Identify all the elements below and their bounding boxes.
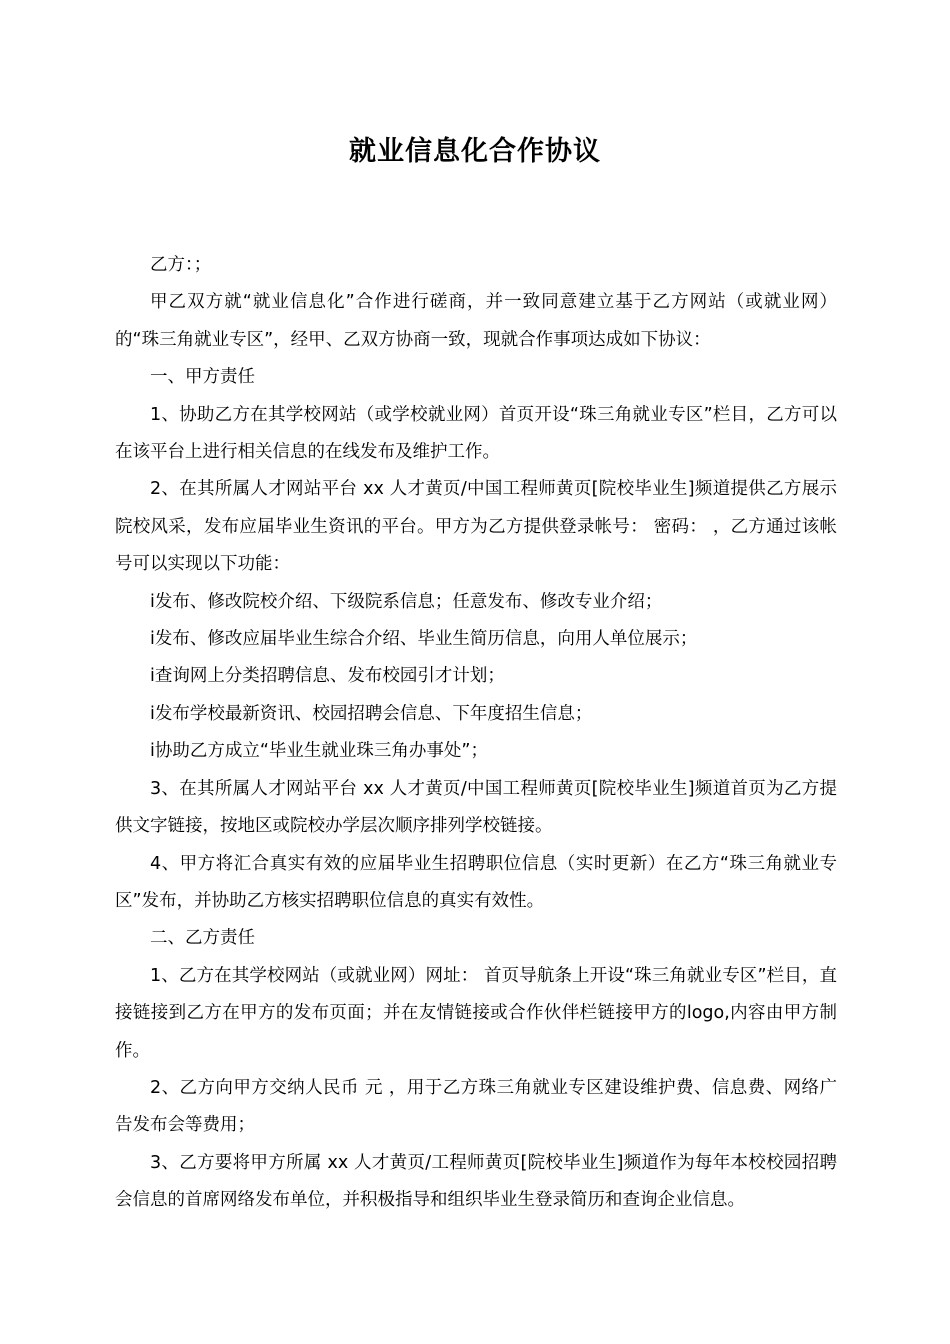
paragraph-b-3: 3、乙方要将甲方所属 xx 人才黄页/工程师黄页[院校毕业生]频道作为每年本校校园招聘会信息的首席网络发布单位，并积极指导和组织毕业生登录简历和查询企业信息。: [115, 1152, 837, 1211]
list-item: ⅰ发布、修改院校介绍、下级院系信息；任意发布、修改专业介绍；: [150, 591, 663, 612]
paragraph-b-2: 2、乙方向甲方交纳人民币 元 ，用于乙方珠三角就业专区建设维护费、信息费、网络广告发布会等费用；: [115, 1077, 837, 1136]
list-item: ⅰ协助乙方成立“毕业生就业珠三角办事处”；: [150, 741, 488, 762]
paragraph-party-b: 乙方：；: [150, 255, 212, 275]
document-title: 就业信息化合作协议: [349, 136, 601, 167]
paragraph-a-4: 4、甲方将汇合真实有效的应届毕业生招聘职位信息（实时更新）在乙方“珠三角就业专区”发布，并协助乙方核实招聘职位信息的真实有效性。: [115, 853, 837, 911]
document-body: [115, 247, 837, 1220]
paragraph-a-3: 3、在其所属人才网站平台 xx 人才黄页/中国工程师黄页[院校毕业生]频道首页为乙方提供文字链接，按地区或院校办学层次顺序排列学校链接。: [115, 778, 837, 837]
paragraph-a-1: 1、协助乙方在其学校网站（或学校就业网）首页开设“珠三角就业专区”栏目，乙方可以在该平台上进行相关信息的在线发布及维护工作。: [115, 404, 837, 463]
list-item: ⅰ发布学校最新资讯、校园招聘会信息、下年度招生信息；: [150, 703, 593, 724]
section-heading-party-a: 一、甲方责任: [150, 367, 255, 388]
paragraph-a-2: 2、在其所属人才网站平台 xx 人才黄页/中国工程师黄页[院校毕业生]频道提供乙方展示院校风采，发布应届毕业生资讯的平台。甲方为乙方提供登录帐号： 密码： ，乙方通过该帐号可以实现以下功能：: [115, 479, 837, 575]
list-item: ⅰ查询网上分类招聘信息、发布校园引才计划；: [150, 666, 505, 687]
paragraph-intro: 甲乙双方就“就业信息化”合作进行磋商，并一致同意建立基于乙方网站（或就业网）的“珠三角就业专区”，经甲、乙双方协商一致，现就合作事项达成如下协议：: [115, 292, 837, 350]
paragraph-b-1: 1、乙方在其学校网站（或就业网）网址： 首页导航条上开设“珠三角就业专区”栏目，直接链接到乙方在甲方的发布页面；并在友情链接或合作伙伴栏链接甲方的logo,内容由甲方制作。: [115, 965, 837, 1061]
section-heading-party-b: 二、乙方责任: [150, 928, 255, 949]
list-item: ⅰ发布、修改应届毕业生综合介绍、毕业生简历信息，向用人单位展示；: [150, 629, 698, 650]
